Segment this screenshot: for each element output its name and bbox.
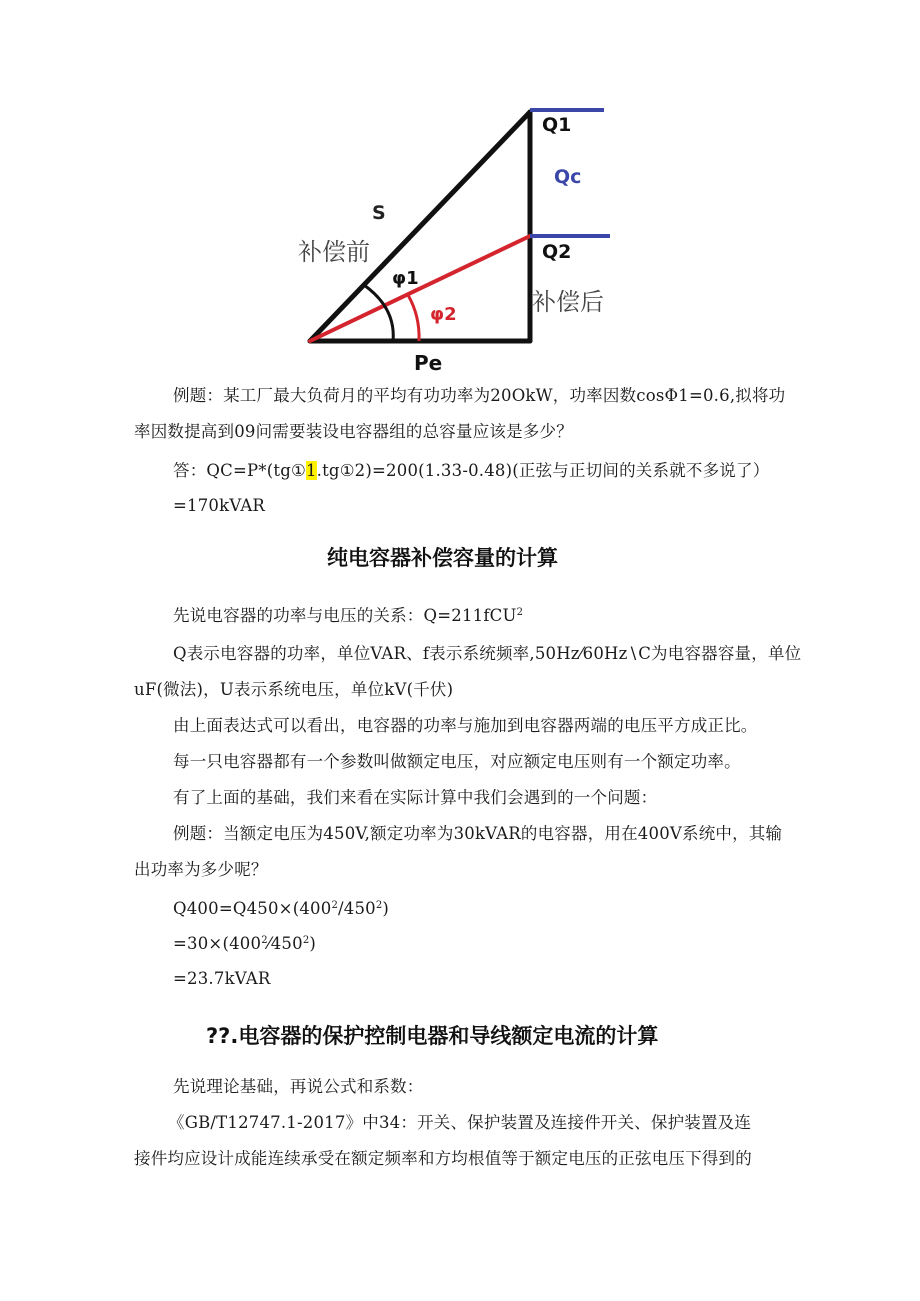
calculation-step2 (173, 933, 316, 955)
calculation-result: =23.7kVAR (173, 969, 271, 988)
before-compensation-label: 补偿前 (298, 238, 370, 266)
example2-line2: 出功率为多少呢？ (134, 860, 268, 879)
example1-line2: 率因数提高到09问需要装设电容器组的总容量应该是多少？ (134, 422, 573, 441)
qc-label: Qc (554, 166, 582, 188)
definition-line1: Q表示电容器的功率，单位VAR、f表示系统频率,50Hz⁄60Hz∖C为电容器容量，单位 (173, 644, 802, 663)
calc2-part-c: ) (309, 934, 317, 953)
calc2-part-a: =30×(400 (173, 934, 262, 953)
calc2-exponent-1: 2 (261, 935, 268, 946)
pe-label: Pe (414, 351, 443, 375)
phi1-label: φ1 (392, 268, 419, 289)
capacitor-power-formula (173, 605, 523, 627)
calc1-part-a: Q400=Q450×(400 (173, 899, 332, 918)
calculation-step1 (173, 898, 389, 920)
after-compensation-label: 补偿后 (532, 288, 604, 316)
example1-answer (173, 460, 769, 482)
section3-heading: ??.电容器的保护控制电器和导线额定电流的计算 (206, 1024, 659, 1048)
s-hypotenuse-line (310, 112, 530, 341)
calc1-part-c: ) (382, 899, 390, 918)
s-label: S (372, 202, 386, 224)
paragraph-voltage-square: 由上面表达式可以看出，电容器的功率与施加到电容器两端的电压平方成正比。 (173, 716, 758, 735)
power-triangle-diagram (280, 98, 640, 378)
phi2-label: φ2 (430, 304, 457, 325)
paragraph-rated-voltage: 每一只电容器都有一个参数叫做额定电压，对应额定电压则有一个额定功率。 (173, 752, 741, 771)
standard-line1: 《GB/T12747.1-2017》中34：开关、保护装置及连接件开关、保护装置及连 (168, 1113, 752, 1132)
answer-formula-end: .tg①2)=200(1.33-0.48)(正弦与正切间的关系就不多说了） (316, 461, 770, 480)
example1-line1: 例题：某工厂最大负荷月的平均有功功率为20OkW，功率因数cosΦ1=0.6,拟将功 (173, 386, 786, 405)
section3-intro: 先说理论基础，再说公式和系数： (173, 1077, 424, 1096)
q2-label: Q2 (542, 241, 572, 263)
section2-heading: 纯电容器补偿容量的计算 (327, 546, 558, 570)
calc1-exponent-2: 2 (375, 900, 383, 911)
paragraph-problem-intro: 有了上面的基础，我们来看在实际计算中我们会遇到的一个问题： (173, 788, 658, 807)
formula-text: 先说电容器的功率与电压的关系：Q=211fCU (173, 606, 517, 625)
formula-exponent: 2 (516, 607, 524, 618)
standard-line2: 接件均应设计成能连续承受在额定频率和方均根值等于额定电压的正弦电压下得到的 (134, 1149, 752, 1168)
calc1-part-b: /450 (338, 899, 376, 918)
answer-formula-start: 答：QC=P*(tg① (173, 461, 306, 480)
example2-line1: 例题：当额定电压为450V,额定功率为30kVAR的电容器，用在400V系统中，其输 (173, 824, 783, 843)
calc2-exponent-2: 2 (302, 935, 310, 946)
phi2-arc (408, 295, 419, 341)
calc1-exponent-1: 2 (331, 900, 338, 911)
example1-result: =170kVAR (173, 496, 266, 515)
calc2-part-b: ⁄450 (267, 934, 303, 953)
q1-label: Q1 (542, 114, 572, 136)
definition-line2: uF(微法)，U表示系统电压，单位kV(千伏) (134, 680, 454, 699)
highlighted-digit: 1 (305, 461, 317, 480)
